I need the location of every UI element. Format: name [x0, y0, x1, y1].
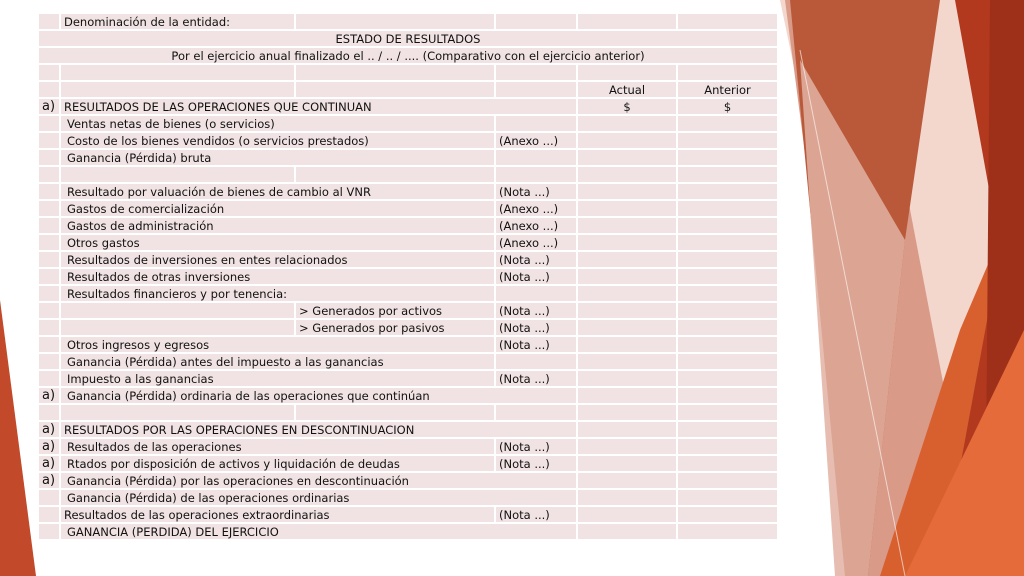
table-row — [38, 523, 778, 540]
table-row — [38, 268, 778, 285]
table-row — [38, 404, 778, 421]
currency-anterior: $ — [677, 98, 778, 115]
table-row — [38, 455, 778, 472]
row-label: Resultados financieros y por tenencia: — [60, 285, 495, 302]
row-reference: (Nota ...) — [495, 251, 577, 268]
column-header-actual: Actual — [577, 81, 677, 98]
row-label: Ganancia (Pérdida) bruta — [60, 149, 495, 166]
row-marker: a) — [38, 455, 60, 472]
table-row — [38, 47, 778, 64]
row-label: Resultados de las operaciones extraordinarias — [60, 506, 495, 523]
table-row — [38, 183, 778, 200]
row-label: Ganancia (Pérdida) de las operaciones ordinarias — [60, 489, 577, 506]
table-row — [38, 489, 778, 506]
table-row — [38, 336, 778, 353]
row-reference: (Nota ...) — [495, 506, 577, 523]
row-label: > Generados por pasivos — [295, 319, 495, 336]
row-label: Resultado por valuación de bienes de cambio al VNR — [60, 183, 495, 200]
table-row — [38, 115, 778, 132]
table-row — [38, 166, 778, 183]
row-reference: (Nota ...) — [495, 370, 577, 387]
table-row — [38, 30, 778, 47]
row-label: Costo de los bienes vendidos (o servicios prestados) — [60, 132, 495, 149]
table-row — [38, 387, 778, 404]
row-label: GANANCIA (PERDIDA) DEL EJERCICIO — [60, 523, 577, 540]
row-label: Resultados de otras inversiones — [60, 268, 495, 285]
column-header-anterior: Anterior — [677, 81, 778, 98]
row-reference: (Nota ...) — [495, 455, 577, 472]
row-label: Ganancia (Pérdida) ordinaria de las operaciones que continúan — [60, 387, 577, 404]
row-reference: (Anexo ...) — [495, 200, 577, 217]
table-row — [38, 285, 778, 302]
row-reference: (Nota ...) — [495, 302, 577, 319]
row-label: Otros gastos — [60, 234, 495, 251]
income-statement-table — [37, 12, 779, 541]
table-row — [38, 234, 778, 251]
row-marker: a) — [38, 438, 60, 455]
section-heading-continuing: RESULTADOS DE LAS OPERACIONES QUE CONTINUAN — [60, 98, 577, 115]
row-reference: (Anexo ...) — [495, 234, 577, 251]
table-row — [38, 200, 778, 217]
row-label: Ganancia (Pérdida) por las operaciones en descontinuación — [60, 472, 577, 489]
table-row — [38, 506, 778, 523]
row-reference: (Nota ...) — [495, 319, 577, 336]
row-reference: (Nota ...) — [495, 336, 577, 353]
section-heading-discontinued: RESULTADOS POR LAS OPERACIONES EN DESCONTINUACION — [60, 421, 577, 438]
row-marker: a) — [38, 421, 60, 438]
table-row — [38, 98, 778, 115]
row-reference: (Anexo ...) — [495, 132, 577, 149]
table-row — [38, 438, 778, 455]
row-label: Ventas netas de bienes (o servicios) — [60, 115, 495, 132]
row-marker: a) — [38, 472, 60, 489]
row-label: Resultados de inversiones en entes relacionados — [60, 251, 495, 268]
row-label: Gastos de comercialización — [60, 200, 495, 217]
table-row — [38, 64, 778, 81]
row-reference: (Anexo ...) — [495, 217, 577, 234]
table-row — [38, 251, 778, 268]
table-row — [38, 421, 778, 438]
row-reference: (Nota ...) — [495, 268, 577, 285]
row-reference: (Nota ...) — [495, 183, 577, 200]
row-label: Resultados de las operaciones — [60, 438, 495, 455]
currency-actual: $ — [577, 98, 677, 115]
row-label: Impuesto a las ganancias — [60, 370, 495, 387]
statement-title: ESTADO DE RESULTADOS — [38, 30, 778, 47]
row-marker: a) — [38, 387, 60, 404]
left-accent-shape — [0, 300, 36, 576]
row-label: Rtados por disposición de activos y liquidación de deudas — [60, 455, 495, 472]
row-reference: (Nota ...) — [495, 438, 577, 455]
entity-label: Denominación de la entidad: — [60, 13, 295, 30]
table-row — [38, 132, 778, 149]
table-row — [38, 81, 778, 98]
row-label: > Generados por activos — [295, 302, 495, 319]
row-label: Gastos de administración — [60, 217, 495, 234]
row-label: Otros ingresos y egresos — [60, 336, 495, 353]
table-row — [38, 353, 778, 370]
statement-subtitle: Por el ejercicio anual finalizado el .. / .. / .... (Comparativo con el ejercicio anterior) — [38, 47, 778, 64]
table-row — [38, 13, 778, 30]
table-row — [38, 370, 778, 387]
row-marker: a) — [38, 98, 60, 115]
table-row — [38, 149, 778, 166]
table-row — [38, 217, 778, 234]
table-row — [38, 302, 778, 319]
row-label: Ganancia (Pérdida) antes del impuesto a las ganancias — [60, 353, 495, 370]
table-row — [38, 472, 778, 489]
table-row — [38, 319, 778, 336]
